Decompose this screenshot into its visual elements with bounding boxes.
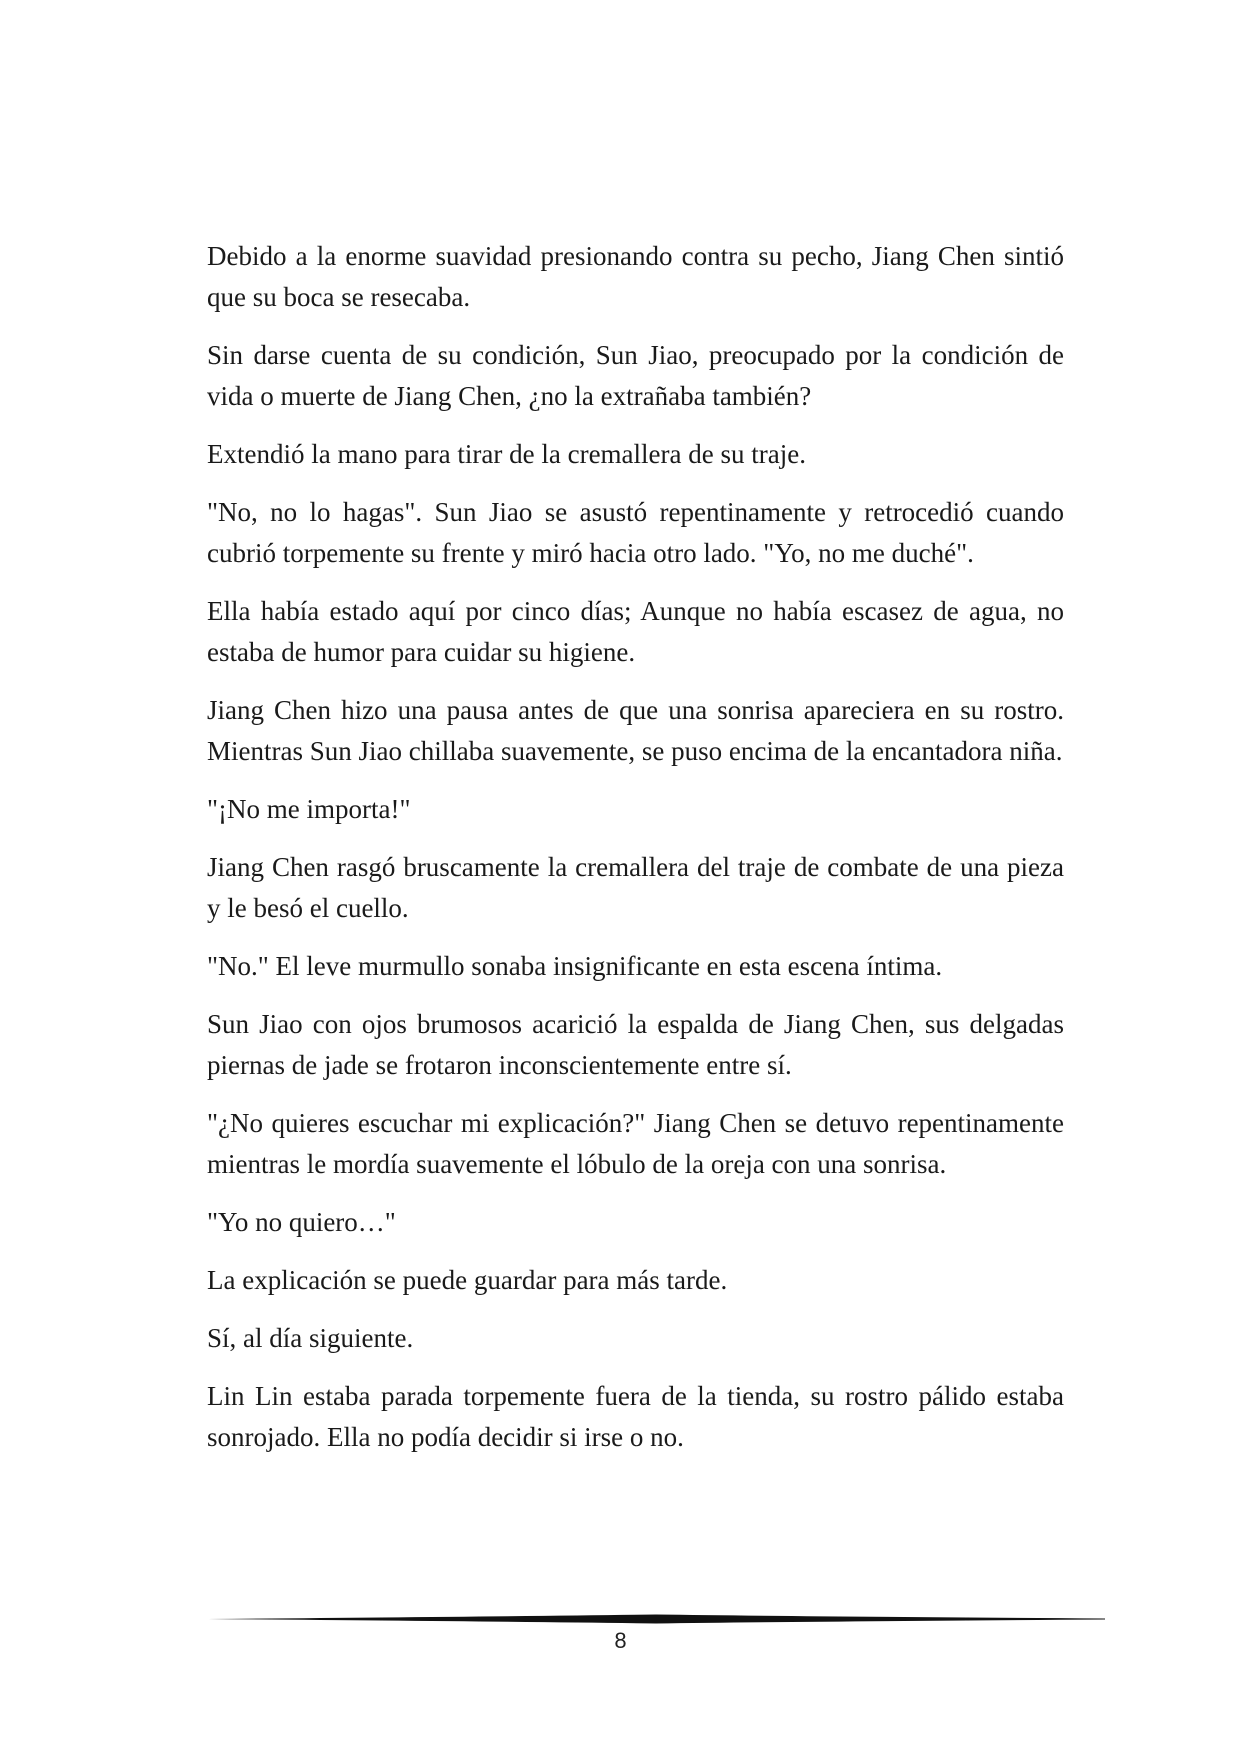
paragraph: "¡No me importa!" (207, 794, 411, 824)
paragraph: "¿No quieres escuchar mi explicación?" Jiang Chen se detuvo repentinamente mientras le mordía suavemente el lóbulo de la oreja con una sonrisa. (207, 1108, 1064, 1179)
paragraph: Sun Jiao con ojos brumosos acarició la espalda de Jiang Chen, sus delgadas piernas de jade se frotaron inconscientemente entre sí. (207, 1009, 1064, 1080)
paragraph: "Yo no quiero…" (207, 1207, 396, 1237)
paragraph: "No, no lo hagas". Sun Jiao se asustó repentinamente y retrocedió cuando cubrió torpemente su frente y miró hacia otro lado. "Yo, no me duché". (207, 497, 1064, 568)
paragraph: Jiang Chen rasgó bruscamente la cremallera del traje de combate de una pieza y le besó el cuello. (207, 852, 1064, 923)
paragraph: La explicación se puede guardar para más tarde. (207, 1265, 728, 1295)
paragraph: Sin darse cuenta de su condición, Sun Jiao, preocupado por la condición de vida o muerte de Jiang Chen, ¿no la extrañaba también? (207, 340, 1064, 411)
page-number: 8 (614, 1628, 627, 1653)
body-text (207, 236, 1064, 1475)
paragraph: Debido a la enorme suavidad presionando contra su pecho, Jiang Chen sintió que su boca se resecaba. (207, 241, 1064, 312)
paragraph: Ella había estado aquí por cinco días; Aunque no había escasez de agua, no estaba de humor para cuidar su higiene. (207, 596, 1064, 667)
paragraph: Sí, al día siguiente. (207, 1323, 414, 1353)
paragraph: Extendió la mano para tirar de la cremallera de su traje. (207, 439, 806, 469)
paragraph: Jiang Chen hizo una pausa antes de que una sonrisa apareciera en su rostro. Mientras Sun Jiao chillaba suavemente, se puso encima de la encantadora niña. (207, 695, 1064, 766)
footer-divider (208, 1613, 1105, 1625)
paragraph: Lin Lin estaba parada torpemente fuera de la tienda, su rostro pálido estaba sonrojado. Ella no podía decidir si irse o no. (207, 1381, 1064, 1452)
paragraph: "No." El leve murmullo sonaba insignificante en esta escena íntima. (207, 951, 943, 981)
